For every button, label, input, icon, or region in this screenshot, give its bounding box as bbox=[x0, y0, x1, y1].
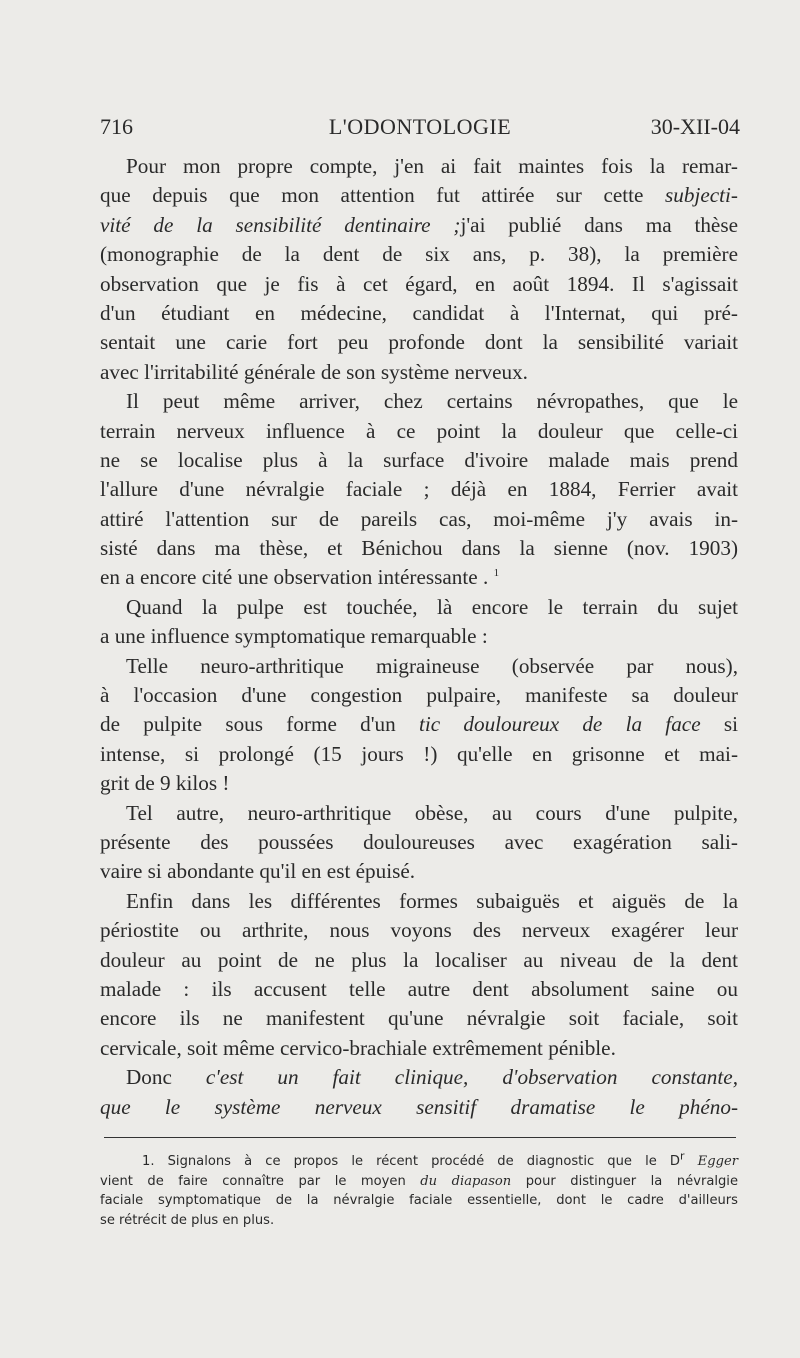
text-line: Enfin dans les différentes formes subaiguës et aiguës de la bbox=[126, 888, 738, 913]
text-line: cervicale, soit même cervico-brachiale extrêmement pénible. bbox=[100, 1035, 616, 1060]
text-line: Pour mon propre compte, j'en ai fait maintes fois la remar- bbox=[126, 154, 738, 178]
text-line: Donc c'est un fait clinique, d'observation constante, bbox=[126, 1065, 738, 1090]
text-line: sentait une carie fort peu profonde dont la sensibilité variait bbox=[100, 330, 738, 355]
body-text bbox=[100, 152, 738, 1122]
running-header bbox=[100, 114, 740, 144]
text-line: encore ils ne manifestent qu'une névralgie soit faciale, soit bbox=[100, 1006, 738, 1031]
text-line: à l'occasion d'une congestion pulpaire, manifeste sa douleur bbox=[100, 683, 738, 708]
text-line: a une influence symptomatique remarquable : bbox=[100, 624, 488, 649]
text-line: Quand la pulpe est touchée, là encore le terrain du sujet bbox=[126, 594, 738, 619]
text-line: Il peut même arriver, chez certains névropathes, que le bbox=[126, 389, 738, 414]
text-line: Telle neuro-arthritique migraineuse (observée par nous), bbox=[126, 653, 738, 678]
footnote-line: 1. Signalons à ce propos le récent procédé de diagnostic que le $D^r$ Egger bbox=[142, 1149, 738, 1169]
text-line: attiré l'attention sur de pareils cas, moi-même j'y avais in- bbox=[100, 506, 738, 531]
page-number: 716 bbox=[100, 114, 133, 139]
text-line: périostite ou arthrite, nous voyons des nerveux exagérer leur bbox=[100, 918, 738, 943]
text-line: vité de la sensibilité dentinaire ;j'ai publié dans ma thèse bbox=[100, 212, 738, 237]
text-line: observation que je fis à cet égard, en août 1894. Il s'agissait bbox=[100, 271, 738, 296]
text-line: (monographie de la dent de six ans, p. 38), la première bbox=[100, 242, 738, 267]
text-line: douleur au point de ne plus la localiser au niveau de la dent bbox=[100, 947, 738, 972]
footnote-line: se rétrécit de plus en plus. bbox=[100, 1212, 275, 1228]
issue-date: 30-XII-04 bbox=[650, 114, 740, 139]
text-line: malade : ils accusent telle autre dent absolument saine ou bbox=[100, 976, 738, 1001]
text-line: vaire si abondante qu'il en est épuisé. bbox=[100, 859, 416, 884]
text-line: que le système nerveux sensitif dramatise le phéno- bbox=[100, 1094, 738, 1119]
text-line: Tel autre, neuro-arthritique obèse, au cours d'une pulpite, bbox=[126, 800, 738, 825]
text-line: intense, si prolongé (15 jours !) qu'elle en grisonne et mai- bbox=[100, 741, 738, 766]
text-line: de pulpite sous forme d'un tic douloureux de la face si bbox=[100, 712, 738, 737]
footnote-marker: 1 bbox=[493, 567, 500, 580]
footnote bbox=[100, 1149, 738, 1230]
text-line: l'allure d'une névralgie faciale ; déjà en 1884, Ferrier avait bbox=[100, 477, 738, 502]
footnote-line: faciale symptomatique de la névralgie faciale essentielle, dont le cadre d'ailleurs bbox=[100, 1193, 738, 1209]
footnote-rule bbox=[104, 1137, 736, 1138]
text-line: sisté dans ma thèse, et Bénichou dans la sienne (nov. 1903) bbox=[100, 536, 738, 561]
text-line: en a encore cité une observation intéressante . $^1$ bbox=[100, 565, 500, 590]
journal-title: L'ODONTOLOGIE bbox=[328, 114, 512, 139]
text-line: grit de 9 kilos ! bbox=[100, 771, 230, 796]
text-line: ne se localise plus à la surface d'ivoire malade mais prend bbox=[100, 447, 738, 472]
text-line: que depuis que mon attention fut attirée sur cette subjecti- bbox=[100, 183, 738, 208]
text-line: terrain nerveux influence à ce point la douleur que celle-ci bbox=[100, 418, 738, 443]
text-line: d'un étudiant en médecine, candidat à l'Internat, qui pré- bbox=[100, 300, 738, 325]
footnote-line: vient de faire connaître par le moyen du diapason pour distinguer la névralgie bbox=[100, 1173, 738, 1189]
text-line: présente des poussées douloureuses avec exagération sali- bbox=[100, 829, 738, 854]
text-line: avec l'irritabilité générale de son système nerveux. bbox=[100, 359, 528, 384]
